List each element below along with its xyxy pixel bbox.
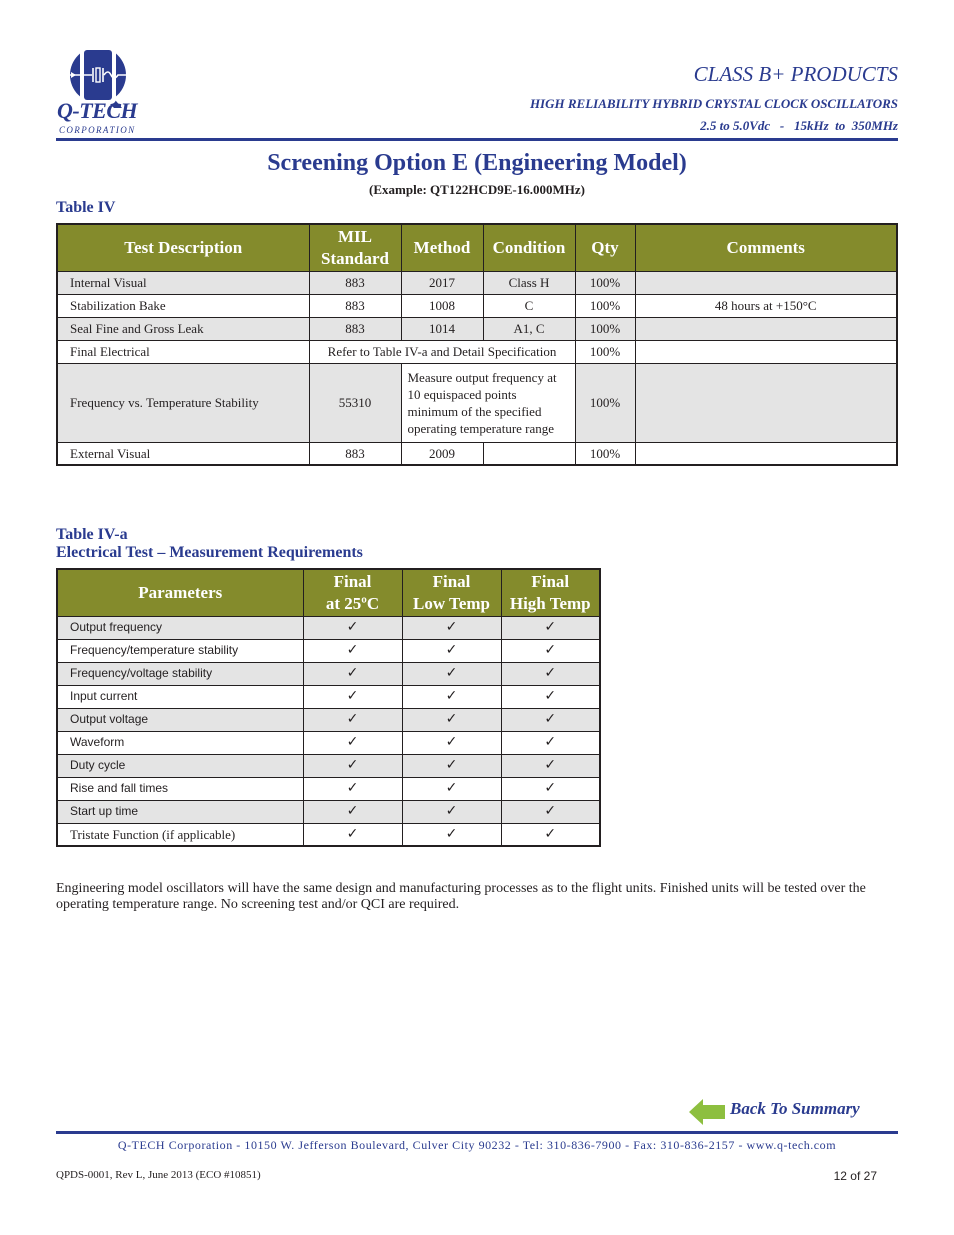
table-row: [57, 662, 600, 685]
footer-doc-ref: QPDS-0001, Rev L, June 2013 (ECO #10851): [56, 1169, 261, 1181]
check-icon: ✓: [501, 662, 600, 685]
cell-condition: C: [483, 294, 575, 317]
cell-qty: 100%: [575, 317, 635, 340]
cell-measurement-note: Measure output frequency at 10 equispaced points minimum of the specified operating temperature range: [401, 363, 575, 442]
header-qty: Qty: [575, 224, 635, 271]
table-row: [57, 616, 600, 639]
cell-condition: [483, 442, 575, 465]
check-icon: ✓: [303, 823, 402, 846]
cell-method: 2009: [401, 442, 483, 465]
table-header-row: [57, 569, 600, 616]
check-icon: ✓: [402, 823, 501, 846]
cell-test: Frequency vs. Temperature Stability: [57, 363, 309, 442]
table-row: [57, 708, 600, 731]
cell-parameter: Rise and fall times: [57, 777, 303, 800]
header-comments: Comments: [635, 224, 897, 271]
header-condition: Condition: [483, 224, 575, 271]
cell-mil: 55310: [309, 363, 401, 442]
header-test-description: Test Description: [57, 224, 309, 271]
cell-test: Final Electrical: [57, 340, 309, 363]
cell-comments: 48 hours at +150°C: [635, 294, 897, 317]
cell-comments: [635, 340, 897, 363]
check-icon: ✓: [303, 616, 402, 639]
table-row: [57, 823, 600, 846]
check-icon: ✓: [402, 708, 501, 731]
table-row: [57, 271, 897, 294]
check-icon: ✓: [402, 616, 501, 639]
cell-parameter: Frequency/temperature stability: [57, 639, 303, 662]
screening-table: [56, 223, 898, 466]
table-iv-a-subtitle: Electrical Test – Measurement Requirements: [56, 544, 363, 561]
cell-parameter: Input current: [57, 685, 303, 708]
table-row: [57, 754, 600, 777]
table-row: [57, 294, 897, 317]
check-icon: ✓: [501, 754, 600, 777]
cell-parameter: Start up time: [57, 800, 303, 823]
cell-condition: A1, C: [483, 317, 575, 340]
check-icon: ✓: [303, 754, 402, 777]
table-iv-label: Table IV: [56, 199, 116, 216]
check-icon: ✓: [501, 616, 600, 639]
measurement-table: [56, 568, 601, 847]
cell-parameter: Tristate Function (if applicable): [57, 823, 303, 846]
table-row: [57, 340, 897, 363]
cell-test: External Visual: [57, 442, 309, 465]
cell-method: 1008: [401, 294, 483, 317]
cell-qty: 100%: [575, 363, 635, 442]
header-rule: [56, 138, 898, 141]
table-row: [57, 685, 600, 708]
header-method: Method: [401, 224, 483, 271]
cell-parameter: Frequency/voltage stability: [57, 662, 303, 685]
page-number: 12 of 27: [833, 1169, 877, 1183]
cell-comments: [635, 317, 897, 340]
table-row: [57, 442, 897, 465]
table-row: [57, 731, 600, 754]
class-title: CLASS B+ PRODUCTS: [693, 62, 898, 86]
check-icon: ✓: [303, 685, 402, 708]
table-row: [57, 777, 600, 800]
check-icon: ✓: [402, 639, 501, 662]
product-subtitle: HIGH RELIABILITY HYBRID CRYSTAL CLOCK OSCILLATORS: [529, 96, 898, 111]
check-icon: ✓: [501, 708, 600, 731]
check-icon: ✓: [402, 800, 501, 823]
cell-parameter: Waveform: [57, 731, 303, 754]
cell-comments: [635, 442, 897, 465]
cell-method: 1014: [401, 317, 483, 340]
footer-rule: [56, 1131, 898, 1134]
cell-reference: Refer to Table IV-a and Detail Specification: [309, 340, 575, 363]
cell-mil: 883: [309, 294, 401, 317]
table-iv-a-label: Table IV-a: [56, 526, 128, 543]
page-example: (Example: QT122HCD9E-16.000MHz): [369, 182, 585, 197]
check-icon: ✓: [402, 754, 501, 777]
check-icon: ✓: [303, 639, 402, 662]
check-icon: ✓: [501, 639, 600, 662]
check-icon: ✓: [402, 685, 501, 708]
check-icon: ✓: [303, 708, 402, 731]
cell-qty: 100%: [575, 340, 635, 363]
table-row: [57, 317, 897, 340]
cell-test: Seal Fine and Gross Leak: [57, 317, 309, 340]
back-to-summary-link[interactable]: Back To Summary: [730, 1099, 860, 1118]
product-range: 2.5 to 5.0Vdc - 15kHz to 350MHz: [700, 118, 898, 133]
cell-condition: Class H: [483, 271, 575, 294]
footer-address: Q-TECH Corporation - 10150 W. Jefferson Boulevard, Culver City 90232 - Tel: 310-836-7900 - Fax: 310-836-2157 - www.q-tech.com: [117, 1138, 837, 1152]
cell-test: Stabilization Bake: [57, 294, 309, 317]
check-icon: ✓: [402, 777, 501, 800]
check-icon: ✓: [402, 731, 501, 754]
check-icon: ✓: [501, 731, 600, 754]
check-icon: ✓: [303, 800, 402, 823]
header-parameters: Parameters: [57, 569, 303, 616]
check-icon: ✓: [303, 777, 402, 800]
header-final-25c: Final at 25ºC: [303, 569, 402, 616]
logo-text: Q-TECH: [57, 98, 138, 123]
cell-method: 2017: [401, 271, 483, 294]
table-row: [57, 363, 897, 442]
header-final-high-temp: Final High Temp: [501, 569, 600, 616]
table-row: [57, 639, 600, 662]
cell-qty: 100%: [575, 294, 635, 317]
cell-parameter: Duty cycle: [57, 754, 303, 777]
cell-qty: 100%: [575, 271, 635, 294]
check-icon: ✓: [501, 800, 600, 823]
logo-subtext: CORPORATION: [59, 125, 136, 135]
cell-mil: 883: [309, 442, 401, 465]
header-mil-standard: MIL Standard: [309, 224, 401, 271]
check-icon: ✓: [303, 662, 402, 685]
check-icon: ✓: [303, 731, 402, 754]
cell-comments: [635, 271, 897, 294]
check-icon: ✓: [501, 777, 600, 800]
table-row: [57, 800, 600, 823]
page-title: Screening Option E (Engineering Model): [267, 150, 687, 176]
engineering-note: Engineering model oscillators will have the same design and manufacturing processes as to the flight units. Finished units will be tested over the operating temperature range. No screening test and/or QCI are required.: [56, 881, 866, 912]
check-icon: ✓: [501, 823, 600, 846]
check-icon: ✓: [402, 662, 501, 685]
cell-parameter: Output frequency: [57, 616, 303, 639]
cell-test: Internal Visual: [57, 271, 309, 294]
cell-qty: 100%: [575, 442, 635, 465]
cell-parameter: Output voltage: [57, 708, 303, 731]
header-final-low-temp: Final Low Temp: [402, 569, 501, 616]
back-arrow-icon[interactable]: [689, 1099, 727, 1125]
cell-mil: 883: [309, 317, 401, 340]
check-icon: ✓: [501, 685, 600, 708]
table-header-row: [57, 224, 897, 271]
cell-mil: 883: [309, 271, 401, 294]
cell-comments: [635, 363, 897, 442]
